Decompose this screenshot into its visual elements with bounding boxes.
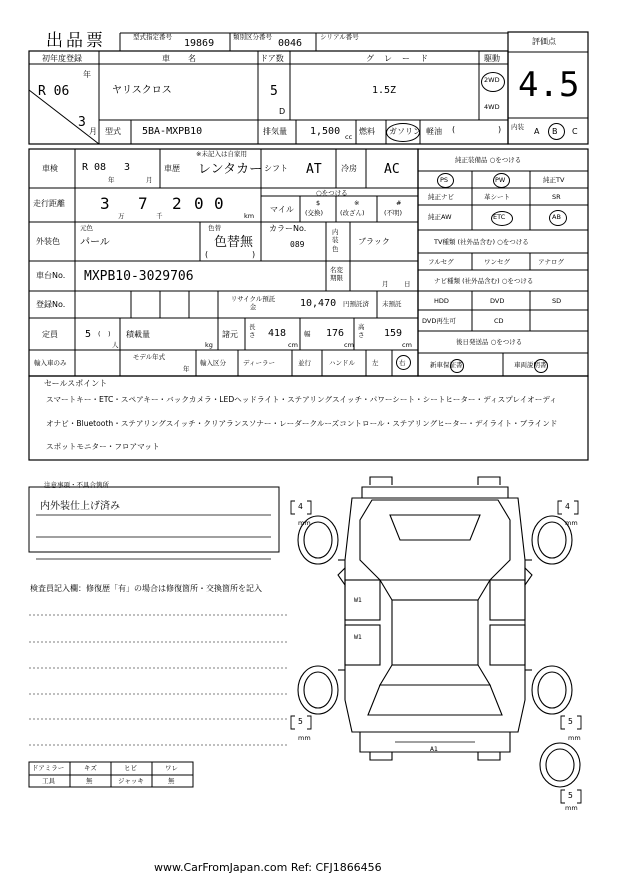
car-name-label: 車名 xyxy=(162,54,214,63)
tread-front-right: 4 xyxy=(565,502,570,511)
interior-c[interactable]: C xyxy=(572,127,578,136)
grade-label: グレード xyxy=(366,54,438,63)
recycle-label: リサイクル預託金 xyxy=(230,295,276,312)
sales-line-1: スマートキー・ETC・スペアキー・バックカメラ・LEDヘッドライト・ステアリングスイッチ・パワーシート・シートヒーター・ディスプレイオーディ xyxy=(46,395,557,404)
oil-bracket-open: ( xyxy=(452,125,456,134)
mileage-unit-km: km xyxy=(244,212,255,220)
equip-ab[interactable]: AB xyxy=(552,213,561,221)
equip-sr[interactable]: SR xyxy=(552,193,561,201)
nav-dvd-play[interactable]: DVD再生可 xyxy=(422,317,456,325)
height-label: 高さ xyxy=(358,323,365,339)
tv-header: TV種類 (社外品含む) ○をつける xyxy=(434,238,529,246)
chassis-value: MXPB10-3029706 xyxy=(84,269,194,284)
tread-spare-unit: mm xyxy=(565,804,578,812)
drive-label: 駆動 xyxy=(484,54,500,63)
tamper-mark[interactable]: ※ xyxy=(354,199,360,207)
length-unit: cm xyxy=(288,341,298,349)
tv-oneseg[interactable]: ワンセグ xyxy=(484,258,510,266)
later-warranty[interactable]: 新車保証書 xyxy=(430,361,463,369)
nav-sd[interactable]: SD xyxy=(552,297,562,305)
first-reg-year: R 06 xyxy=(38,84,70,99)
color-value: 色替無 xyxy=(214,235,254,250)
handle-right[interactable]: 右 xyxy=(399,359,406,367)
inspection-year-unit: 年 xyxy=(108,176,115,184)
interior-color-value: ブラック xyxy=(358,237,390,246)
equip-tv[interactable]: 純正TV xyxy=(543,176,565,184)
capacity-label: 定員 xyxy=(42,330,58,339)
recycle-unpaid[interactable]: 未預託 xyxy=(382,300,402,308)
tread-front-left-unit: mm xyxy=(298,519,311,527)
nav-header: ナビ種類 (社外品含む) ○をつける xyxy=(434,277,534,285)
inspection-label: 車検 xyxy=(42,164,58,173)
oil-label: 軽油 xyxy=(426,127,442,136)
reg-label: 登録No. xyxy=(36,300,66,309)
vehicle-diagram xyxy=(298,477,580,787)
form-title: 出品票 xyxy=(46,31,106,51)
exterior-label: 外装色 xyxy=(36,237,60,246)
width-value: 176 xyxy=(326,328,345,339)
equip-navi[interactable]: 純正ナビ xyxy=(428,193,454,201)
mileage-digit-4: 0 xyxy=(194,194,204,213)
category-label: 類別区分番号 xyxy=(233,33,272,41)
history-label: 車歴 xyxy=(164,164,180,173)
model-value: 5BA-MXPB10 xyxy=(142,126,203,137)
recycle-value: 10,470 xyxy=(300,298,337,309)
mark-a1-rear-bumper: A1 xyxy=(430,745,438,753)
interior-a[interactable]: A xyxy=(534,127,540,136)
name-change-day: 日 xyxy=(404,280,411,288)
width-label: 幅 xyxy=(304,330,311,338)
check-jack-value: 無 xyxy=(168,777,175,785)
capacity-bracket: ( xyxy=(98,330,101,338)
mileage-digit-1: 3 xyxy=(100,194,110,213)
model-label: 型式 xyxy=(105,127,121,136)
length-value: 418 xyxy=(268,328,287,339)
color-no-value: 089 xyxy=(290,240,305,249)
fuel-label: 燃料 xyxy=(359,127,375,136)
sales-label: セールスポイント xyxy=(44,379,108,388)
check-scratch: キズ xyxy=(84,764,97,772)
category-value: 0046 xyxy=(278,38,303,49)
swap-sub: (交換) xyxy=(305,209,324,217)
color-bracket-close: ) xyxy=(252,250,256,259)
check-door-mirror: ドアミラー xyxy=(32,764,65,772)
car-name-value: ヤリスクロス xyxy=(112,85,172,96)
exterior-value: パール xyxy=(80,237,110,248)
first-reg-month: 3 xyxy=(78,115,86,130)
orig-color-label: 元色 xyxy=(80,224,93,232)
unknown-sub: (不明) xyxy=(384,209,403,217)
kg-unit: kg xyxy=(205,341,213,349)
displacement-label: 排気量 xyxy=(263,127,287,136)
doors-value: 5 xyxy=(270,84,278,99)
mileage-label: 走行距離 xyxy=(33,199,65,208)
tread-rear-left: 5 xyxy=(298,717,303,726)
check-crack: ヒビ xyxy=(124,764,137,772)
swap-mark[interactable]: $ xyxy=(316,199,321,207)
standard-header: 純正装備品 ○をつける xyxy=(455,156,522,164)
mile-option[interactable]: マイル xyxy=(270,205,294,214)
tread-front-right-unit: mm xyxy=(565,519,578,527)
shift-value: AT xyxy=(306,162,322,177)
inspection-month-unit: 月 xyxy=(146,176,153,184)
equip-pw[interactable]: PW xyxy=(495,176,506,184)
year-unit: 年 xyxy=(83,70,91,79)
serial-label: シリアル番号 xyxy=(320,33,359,41)
footer-ref: www.CarFromJapan.com Ref: CFJ1866456 xyxy=(154,861,382,874)
doors-label: ドア数 xyxy=(260,54,284,63)
tamper-sub: (改ざん) xyxy=(340,209,365,217)
height-unit: cm xyxy=(402,341,412,349)
tv-analog[interactable]: アナログ xyxy=(538,258,564,266)
inspector-label: 検査員記入欄：修復歴「有」の場合は修復箇所・交換箇所を記入 xyxy=(30,584,262,593)
mark-w1-rear-door: W1 xyxy=(354,633,362,641)
displacement-value: 1,500 xyxy=(310,126,341,137)
tread-front-left: 4 xyxy=(298,502,303,511)
mileage-digit-5: 0 xyxy=(214,194,224,213)
interior-b[interactable]: B xyxy=(552,127,558,136)
nav-cd[interactable]: CD xyxy=(494,317,504,325)
history-note: ※未記入は自家用 xyxy=(196,150,247,158)
model-spec-label: 型式指定番号 xyxy=(133,33,172,41)
model-spec-value: 19869 xyxy=(184,38,215,49)
name-change-month: 月 xyxy=(382,280,389,288)
equip-ps[interactable]: PS xyxy=(440,176,449,184)
mark-w1-front-door: W1 xyxy=(354,596,362,604)
mileage-unit-sen: 千 xyxy=(156,212,163,220)
handle-label: ハンドル xyxy=(329,359,355,367)
tread-spare: 5 xyxy=(568,791,573,800)
first-reg-label: 初年度登録 xyxy=(42,54,82,63)
width-unit: cm xyxy=(344,341,354,349)
later-header: 後日発送品 ○をつける xyxy=(456,338,523,346)
grade-value: 1.5Z xyxy=(372,85,397,96)
import-class-label: 輸入区分 xyxy=(200,359,226,367)
capacity-bracket-close: ) xyxy=(108,330,111,338)
interior-label: 内装 xyxy=(511,123,524,131)
chassis-label: 車台No. xyxy=(36,271,66,280)
mileage-unit-man: 万 xyxy=(118,212,125,220)
mileage-digit-3: 2 xyxy=(172,194,182,213)
color-bracket-open: ( xyxy=(205,250,209,259)
oil-bracket-close: ) xyxy=(498,125,502,134)
fuel-value[interactable]: ガソリン xyxy=(389,127,421,136)
rating-value: 4.5 xyxy=(518,65,580,105)
name-change-label: 名変期限 xyxy=(330,266,343,283)
dealer-option[interactable]: ディーラー xyxy=(243,359,275,367)
drive-4wd[interactable]: 4WD xyxy=(484,103,500,111)
drive-2wd[interactable]: 2WD xyxy=(484,76,500,84)
displacement-unit: cc xyxy=(345,133,353,141)
equip-leather[interactable]: 革シート xyxy=(484,193,510,201)
nav-hdd[interactable]: HDD xyxy=(434,297,449,305)
capacity-value: 5 xyxy=(85,329,92,340)
import-label: 輸入車のみ xyxy=(34,359,67,367)
recycle-unit: 円預託済 xyxy=(343,300,369,308)
length-label: 長さ xyxy=(249,323,256,339)
tread-rear-right-unit: mm xyxy=(568,734,581,742)
sales-line-2: オナビ・Bluetooth・ステアリングスイッチ・クリアランスソナー・レーダークルーズコントロール・ステアリングヒーター・デイライト・ブラインド xyxy=(46,419,558,428)
sales-line-3: スポットモニター・フロアマット xyxy=(46,442,160,451)
ac-value: AC xyxy=(384,162,400,177)
unknown-mark[interactable]: # xyxy=(396,199,402,207)
doors-sub: D xyxy=(279,107,286,116)
handle-left[interactable]: 左 xyxy=(372,359,379,367)
check-tools: 工具 xyxy=(42,777,55,785)
tread-rear-left-unit: mm xyxy=(298,734,311,742)
interior-color-label: 内装色 xyxy=(332,228,339,253)
model-year-label: モデル年式 xyxy=(132,353,166,361)
inspection-month: 3 xyxy=(124,162,131,173)
check-break: ワレ xyxy=(165,764,178,772)
nav-dvd[interactable]: DVD xyxy=(490,297,505,305)
load-label: 積載量 xyxy=(126,330,150,339)
parallel-option[interactable]: 並行 xyxy=(298,359,311,367)
ac-label: 冷房 xyxy=(341,164,357,173)
color-label: 色替 xyxy=(208,224,221,232)
tv-fullseg[interactable]: フルセグ xyxy=(428,258,454,266)
rating-label: 評価点 xyxy=(532,37,556,46)
shift-label: シフト xyxy=(264,164,288,173)
later-manual[interactable]: 車両説明書 xyxy=(514,361,547,369)
dims-label: 諸元 xyxy=(222,330,238,339)
caution-label: 注意事項・不具合箇所 xyxy=(44,481,109,489)
equip-aw[interactable]: 純正AW xyxy=(428,213,452,221)
inspection-year: R 08 xyxy=(82,162,107,173)
check-tools-value: 無 xyxy=(86,777,93,785)
caution-value: 内外装仕上げ済み xyxy=(40,501,120,512)
equip-etc[interactable]: ETC xyxy=(493,213,506,221)
person-unit: 人 xyxy=(112,341,119,349)
mileage-digit-2: 7 xyxy=(138,194,148,213)
mark-note: ○をつける xyxy=(316,189,348,197)
check-jack: ジャッキ xyxy=(118,777,144,785)
height-value: 159 xyxy=(384,328,403,339)
history-value: レンタカー xyxy=(198,162,263,177)
tread-rear-right: 5 xyxy=(568,717,573,726)
model-year-unit: 年 xyxy=(183,365,190,373)
color-no-label: カラーNo. xyxy=(269,224,307,233)
month-unit: 月 xyxy=(89,127,97,136)
